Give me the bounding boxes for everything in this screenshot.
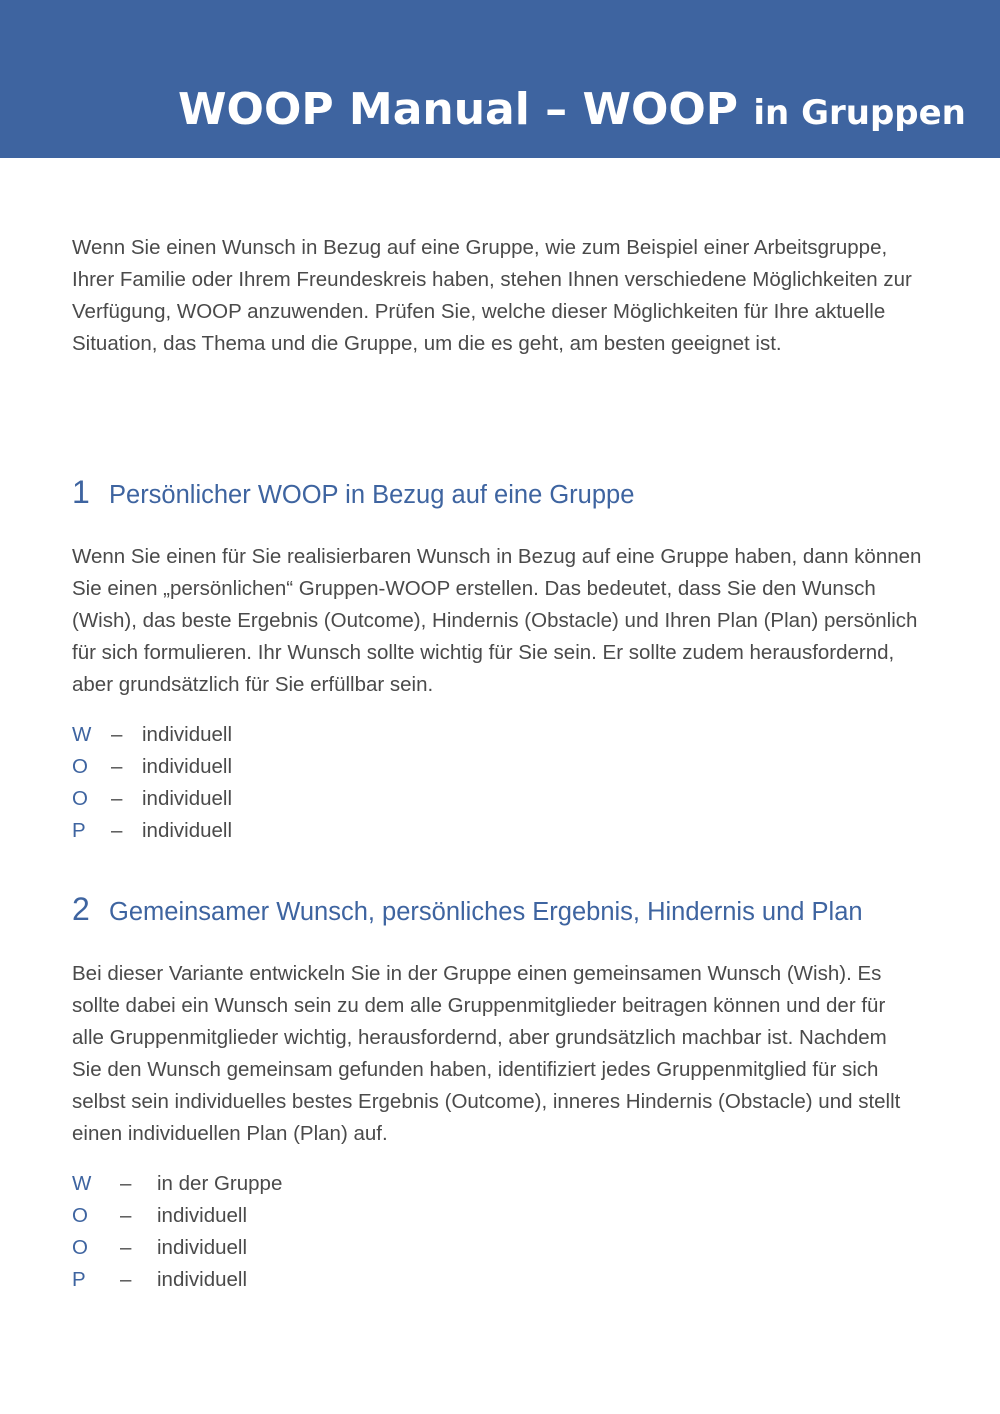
section-1-heading — [72, 474, 634, 511]
section-1-body: Wenn Sie einen für Sie realisierbaren Wunsch in Bezug auf eine Gruppe haben, dann können Sie einen „persönlichen“ Gruppen-WOOP erstellen. Das bedeutet, dass Sie den Wunsch (Wish), das beste Ergebnis (Outcome), Hindernis (Obstacle) und Ihren Plan (Plan) persönlich für sich formulieren. Ihr Wunsch sollte wichtig für Sie sein. Er sollte zudem herausfordernd, aber grundsätzlich für Sie erfüllbar sein. — [72, 545, 922, 696]
woop-list-item — [72, 783, 232, 815]
section-2-body: Bei dieser Variante entwickeln Sie in der Gruppe einen gemeinsamen Wunsch (Wish). Es sollte dabei ein Wunsch sein zu dem alle Gruppenmitglieder beitragen können und der für alle Gruppenmitglieder wichtig, herausfordernd, aber grundsätzlich machbar ist. Nachdem Sie den Wunsch gemeinsam gefunden haben, identifiziert jedes Gruppenmitglied für sich selbst sein individuelles bestes Ergebnis (Outcome), inneres Hindernis (Obstacle) und stellt einen individuellen Plan (Plan) auf. — [72, 962, 901, 1145]
section-1-title: Persönlicher WOOP in Bezug auf eine Gruppe — [109, 481, 635, 509]
woop-value: individuell — [142, 723, 233, 746]
woop-value: individuell — [157, 1204, 248, 1227]
woop-list-item — [72, 751, 232, 783]
woop-dash: – — [120, 1268, 132, 1291]
woop-dash: – — [120, 1172, 132, 1195]
woop-value: individuell — [157, 1268, 248, 1291]
woop-letter-o: O — [72, 1204, 88, 1227]
woop-letter-p: P — [72, 819, 86, 842]
woop-list-item — [72, 719, 232, 751]
woop-letter-w: W — [72, 1172, 92, 1195]
woop-value: individuell — [157, 1236, 248, 1259]
woop-list-item — [72, 815, 232, 847]
woop-list-item — [72, 1232, 282, 1264]
section-1-woop-list — [72, 719, 232, 847]
page-title-main: WOOP Manual – WOOP — [178, 84, 739, 135]
section-2-heading — [72, 891, 863, 928]
woop-letter-w: W — [72, 723, 92, 746]
section-2-woop-list — [72, 1168, 282, 1296]
section-2-number: 2 — [72, 891, 90, 927]
woop-value: individuell — [142, 787, 233, 810]
woop-dash: – — [111, 723, 123, 746]
woop-value: individuell — [142, 819, 233, 842]
woop-dash: – — [111, 755, 123, 778]
woop-letter-o: O — [72, 755, 88, 778]
woop-list-item — [72, 1168, 282, 1200]
woop-list-item — [72, 1264, 282, 1296]
woop-letter-p: P — [72, 1268, 86, 1291]
section-1-number: 1 — [72, 474, 90, 510]
woop-letter-o: O — [72, 787, 88, 810]
woop-dash: – — [111, 787, 123, 810]
woop-letter-o: O — [72, 1236, 88, 1259]
woop-list-item — [72, 1200, 282, 1232]
section-2-title: Gemeinsamer Wunsch, persönliches Ergebnis, Hindernis und Plan — [109, 898, 863, 926]
intro-paragraph: Wenn Sie einen Wunsch in Bezug auf eine Gruppe, wie zum Beispiel einer Arbeitsgruppe, Ihrer Familie oder Ihrem Freundeskreis haben, stehen Ihnen verschiedene Möglichkeiten zur Verfügung, WOOP anzuwenden. Prüfen Sie, welche dieser Möglichkeiten für Ihre aktuelle Situation, das Thema und die Gruppe, um die es geht, am besten geeignet ist. — [72, 236, 912, 355]
woop-dash: – — [120, 1204, 132, 1227]
header-band — [0, 0, 1000, 158]
page-title — [178, 82, 966, 141]
woop-dash: – — [111, 819, 123, 842]
woop-value: individuell — [142, 755, 233, 778]
woop-dash: – — [120, 1236, 132, 1259]
woop-value: in der Gruppe — [157, 1172, 283, 1195]
page-title-suffix: in Gruppen — [753, 93, 966, 133]
